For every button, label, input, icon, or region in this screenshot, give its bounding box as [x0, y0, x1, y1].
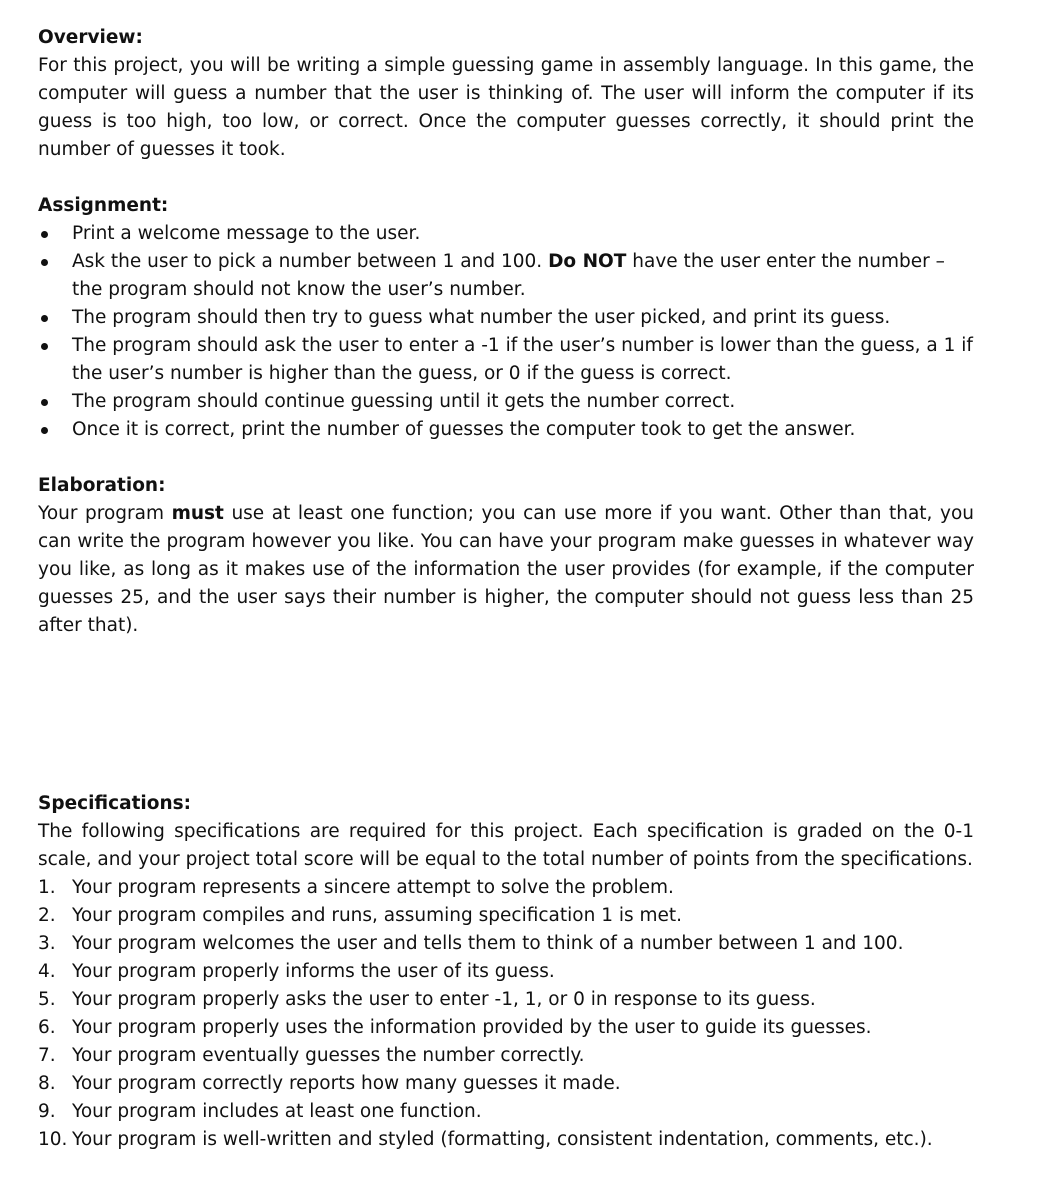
- elaboration-section: [38, 472, 974, 640]
- list-item: 5. Your program properly asks the user to enter -1, 1, or 0 in response to its guess.: [38, 989, 816, 1010]
- list-item: The program should continue guessing until it gets the number correct.: [38, 388, 974, 416]
- specifications-intro: The following specifications are required for this project. Each specification is graded on the 0-1 scale, and your project total score will be equal to the total number of points from the specifications.: [38, 821, 974, 870]
- list-item: The program should ask the user to enter a -1 if the user’s number is lower than the guess, a 1 if the user’s number is higher than the guess, or 0 if the guess is correct.: [38, 332, 974, 388]
- list-item: 3. Your program welcomes the user and tells them to think of a number between 1 and 100.: [38, 933, 904, 954]
- bullet-icon: [41, 343, 48, 350]
- bullet-icon: [41, 259, 48, 266]
- bullet-icon: [41, 427, 48, 434]
- assignment-heading: Assignment:: [38, 195, 169, 216]
- bullet-icon: [41, 399, 48, 406]
- list-item: 2. Your program compiles and runs, assuming specification 1 is met.: [38, 905, 683, 926]
- elaboration-heading: Elaboration:: [38, 475, 166, 496]
- list-item: The program should then try to guess what number the user picked, and print its guess.: [38, 304, 974, 332]
- assignment-list: [38, 220, 974, 444]
- assignment-section: [38, 192, 974, 444]
- elaboration-text: Your program must use at least one function; you can use more if you want. Other than that, you can write the program however you like. You can have your program make guesses in whatever way you like, as long as it makes use of the information the user provides (for example, if the computer guesses 25, and the user says their number is higher, the computer should not guess less than 25 after that).: [38, 503, 974, 636]
- specifications-list: [38, 874, 974, 1154]
- overview-section: [38, 24, 974, 164]
- list-item: 9. Your program includes at least one function.: [38, 1101, 482, 1122]
- bullet-icon: [41, 315, 48, 322]
- list-item: 10. Your program is well-written and styled (formatting, consistent indentation, comments, etc.).: [38, 1129, 933, 1150]
- list-item: 1. Your program represents a sincere attempt to solve the problem.: [38, 877, 674, 898]
- list-item: 7. Your program eventually guesses the number correctly.: [38, 1045, 585, 1066]
- list-item: 8. Your program correctly reports how many guesses it made.: [38, 1073, 621, 1094]
- document-page: [38, 24, 974, 1154]
- overview-heading: Overview:: [38, 27, 143, 48]
- list-item: 4. Your program properly informs the user of its guess.: [38, 961, 555, 982]
- specifications-section: [38, 790, 974, 1154]
- list-item: Ask the user to pick a number between 1 and 100. Do NOT have the user enter the number – the program should not know the user’s number.: [38, 248, 974, 304]
- bullet-icon: [41, 231, 48, 238]
- list-item: Once it is correct, print the number of guesses the computer took to get the answer.: [38, 416, 974, 444]
- list-item: 6. Your program properly uses the information provided by the user to guide its guesses.: [38, 1017, 872, 1038]
- specifications-heading: Specifications:: [38, 793, 192, 814]
- overview-text: For this project, you will be writing a simple guessing game in assembly language. In this game, the computer will guess a number that the user is thinking of. The user will inform the computer if its guess is too high, too low, or correct. Once the computer guesses correctly, it should print the number of guesses it took.: [38, 55, 974, 160]
- list-item: Print a welcome message to the user.: [38, 220, 974, 248]
